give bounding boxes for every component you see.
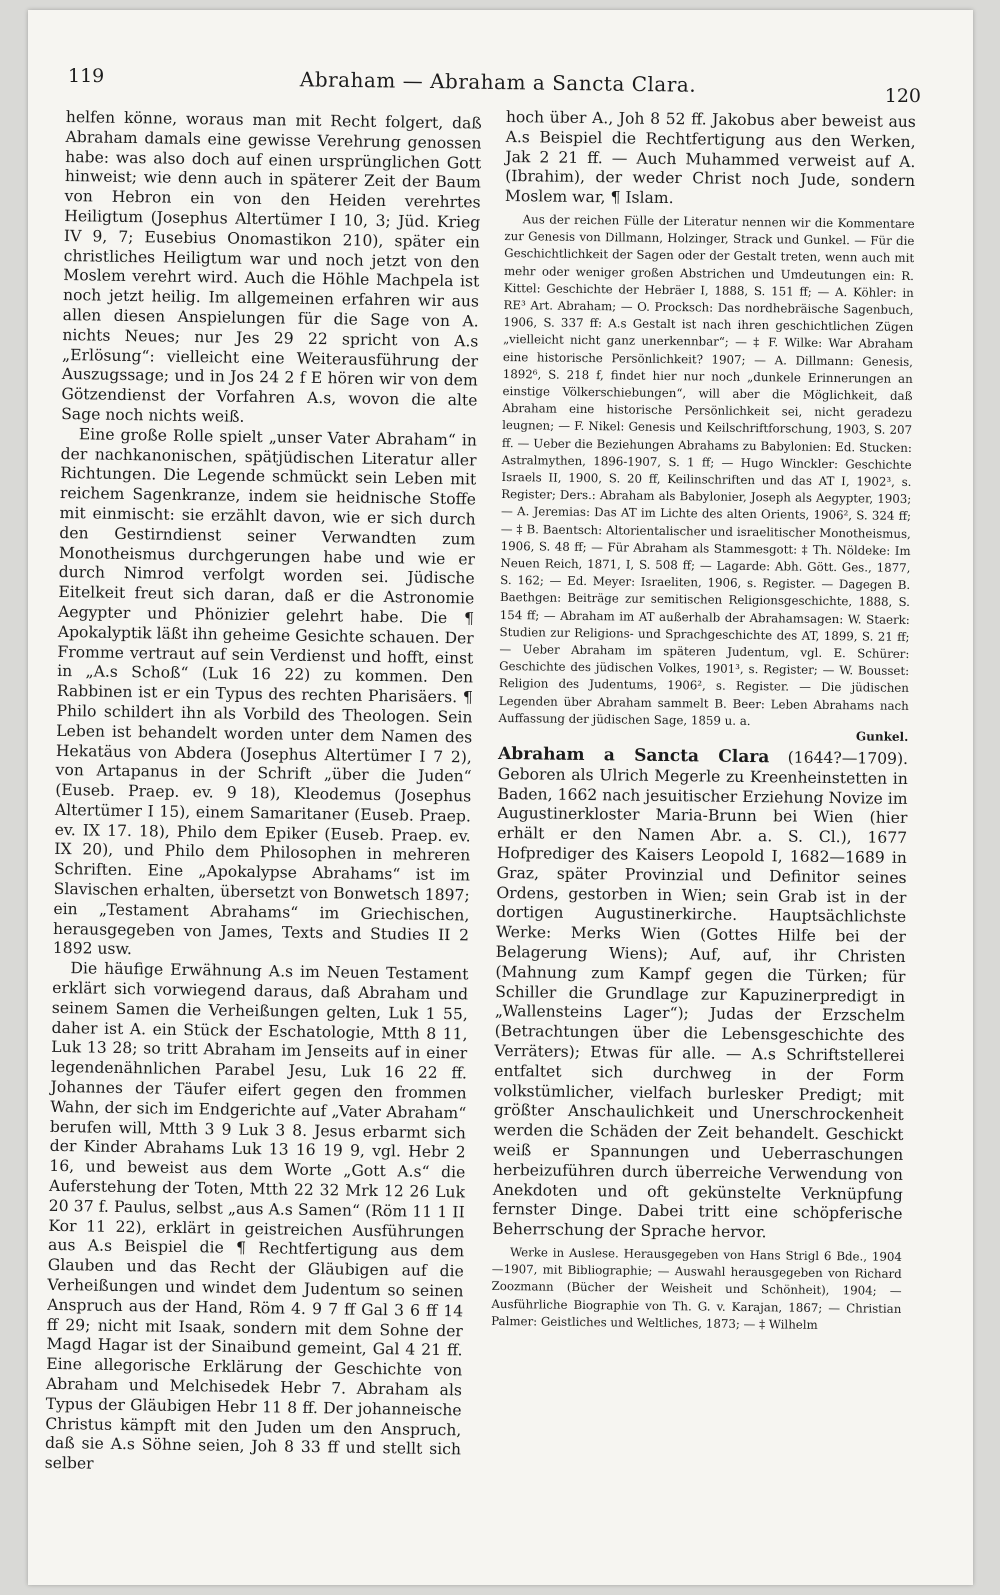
entry-body: (1644?—1709). Geboren als Ulrich Megerle zu Kreenheinstetten in Baden, 1662 nach jesuitischer Erziehung Novize im Augustinerkloster Maria-Brunn bei Wien (hier erhält er den Namen Abr. a. S. Cl.), 1677 Hofprediger des Kaisers Leopold I, 1682—1689 in Graz, später Provinzial und Definitor seines Ordens, gestorben in Wien; sein Grab ist in der dortigen Augustinerkirche. Hauptsächlichste Werke: Merks Wien (Gottes Hilfe bei der Belagerung Wiens); Auf, auf, ihr Christen (Mahnung zum Kampf gegen die Türken; für Schiller die Grundlage zur Kapuzinerpredigt in „Wallensteins Lager“); Judas der Erzschelm (Betrachtungen über die Lebensgeschichte des Verräters); Etwas für alle. — A.s Schriftstellerei entfaltet sich durchweg in der Form volkstümlicher, vielfach burlesker Predigt; mit größter Anschaulichkeit und Unerschrockenheit werden die Schäden der Zeit behandelt. Geschickt weiß er Spannungen und Ueberraschungen herbeizuführen durch überreiche Verwendung von Anekdoten und oft gekünstelte Verknüpfung fernster Dinge. Dabei tritt eine schöpferische Beherrschung der Sprache hervor. [492, 748, 909, 1242]
literature-block: Aus der reichen Fülle der Literatur nennen wir die Kommentare zur Genesis von Dillmann, Holzinger, Strack und Gunkel. — Für die Geschichtlichkeit der Sagen oder der Gestalt treten, wenn auch mit mehr oder weniger großen Abstrichen und Umdeutungen ein: R. Kittel: Geschichte der Hebräer I, 1888, S. 151 ff; — A. Köhler: in RE³ Art. Abraham; — O. Procksch: Das nordhebräische Sagenbuch, 1906, S. 337 ff: A.s Gestalt ist nach ihren geschichtlichen Zügen „vielleicht nicht ganz unerkennbar“; — ‡ F. Wilke: War Abraham eine historische Persönlichkeit? 1907; — A. Dillmann: Genesis, 1892⁶, S. 218 f, findet hier nur noch „dunkele Erinnerungen an einstige Völkerschiebungen“, will aber die Möglichkeit, daß Abraham eine historische Persönlichkeit sei, nicht geradezu leugnen; — F. Nikel: Genesis und Keilschriftforschung, 1903, S. 207 ff. — Ueber die Beziehungen Abrahams zu Babylonien: Ed. Stucken: Astralmythen, 1896-1907, S. 1 ff; — Hugo Winckler: Geschichte Israels II, 1900, S. 20 ff, Keilinschriften und das AT I, 1902³, s. Register; Ders.: Abraham als Babylonier, Joseph als Aegypter, 1903; — A. Jeremias: Das AT im Lichte des alten Orients, 1906², S. 324 ff; — ‡ B. Baentsch: Altorientalischer und israelitischer Monotheismus, 1906, S. 48 ff; — Für Abraham als Stammesgott: ‡ Th. Nöldeke: Im Neuen Reich, 1871, I, S. 508 ff; — Lagarde: Abh. Gött. Ges., 1877, S. 162; — Ed. Meyer: Israeliten, 1906, s. Register. — Dagegen B. Baethgen: Beiträge zur semitischen Religionsgeschichte, 1888, S. 154 ff; — Abraham im AT außerhalb der Abrahamsagen: W. Staerk: Studien zur Religions- und Sprachgeschichte des AT, 1899, S. 21 ff; — Ueber Abraham im späteren Judentum, vgl. E. Schürer: Geschichte des jüdischen Volkes, 1901³, s. Register; — W. Bousset: Religion des Judentums, 1906², s. Register. — Die jüdischen Legenden über Abraham sammelt B. Beer: Leben Abrahams nach Auffassung der jüdischen Sage, 1859 u. a. [498, 212, 915, 728]
paragraph: Die häufige Erwähnung A.s im Neuen Testament erklärt sich vorwiegend daraus, daß Abraham und seinem Samen die Verheißungen gelten, Luk 1 55, daher ist A. ein Stück der Eschatologie, Mtth 8 11, Luk 13 28; so tritt Abraham im Jenseits auf in einer legendenähnlichen Parabel Jesu, Luk 16 22 ff. Johannes der Täufer eifert gegen den frommen Wahn, der sich im Endgerichte auf „Vater Abraham“ berufen will, Mtth 3 9 Luk 3 8. Jesus erbarmt sich der Kinder Abrahams Luk 13 16 19 9, vgl. Hebr 2 16, und beweist aus dem Worte „Gott A.s“ die Auferstehung der Toten, Mtth 22 32 Mrk 12 26 Luk 20 37 f. Paulus, selbst „aus A.s Samen“ (Röm 11 1 II Kor 11 22), erklärt in geistreichen Ausführungen aus A.s Beispiel die ¶ Rechtfertigung aus dem Glauben und das Recht der Gläubigen auf die Verheißungen und windet dem Judentum so seinen Anspruch aus der Hand, Röm 4. 9 7 ff Gal 3 6 ff 14 ff 29; nicht mit Isaak, sondern mit dem Sohne der Magd Hagar ist der Sinaibund gemeint, Gal 4 21 ff. Eine allegorische Erklärung der Geschichte von Abraham und Melchisedek Hebr 7. Abraham als Typus der Gläubigen Hebr 11 8 ff. Der johanneische Christus kämpft mit den Juden um den Anspruch, daß sie A.s Söhne seien, Joh 8 33 ff und stellt sich selber [44, 959, 469, 1473]
page-header [28, 10, 973, 110]
paragraph: hoch über A., Joh 8 52 ff. Jakobus aber beweist aus A.s Beispiel die Rechtfertigung aus den Werken, Jak 2 21 ff. — Auch Muhammed verweist auf A. (Ibrahim), der weder Christ noch Jude, sondern Moslem war, ¶ Islam. [504, 108, 916, 208]
author-signature: Gunkel. [855, 729, 909, 745]
works-block: Werke in Auslese. Herausgegeben von Hans Strigl 6 Bde., 1904—1907, mit Bibliographie; — Auswahl herausgegeben von Richard Zoozmann (Bücher der Weisheit und Schönheit), 1904; — Ausführliche Biographie von Th. G. v. Karajan, 1867; — Christian Palmer: Geistliches und Weltliches, 1873; — ‡ Wilhelm [491, 1245, 903, 1332]
left-column [45, 108, 482, 1480]
page-number-left: 119 [68, 65, 105, 87]
right-column [491, 108, 916, 1335]
encyclopedia-entry [492, 745, 908, 1245]
scanned-page [28, 10, 973, 1585]
paragraph: Eine große Rolle spielt „unser Vater Abraham“ in der nachkanonischen, spätjüdischen Literatur aller Richtungen. Die Legende schmückt sein Leben mit reichem Sagenkranze, indem sie heidnische Stoffe mit einmischt: sie erzählt davon, wie er sich durch den Gestirndienst seiner Verwandten zum Monotheismus durchgerungen habe und wie er durch Nimrod verfolgt worden sei. Jüdische Eitelkeit freut sich daran, daß er die Astronomie Aegypter und Phönizier gelehrt habe. Die ¶ Apokalyptik läßt ihn geheime Gesichte schauen. Der Fromme vertraut auf sein Verdienst und hofft, einst in „A.s Schoß“ (Luk 16 22) zu kommen. Den Rabbinen ist er ein Typus des rechten Pharisäers. ¶ Philo schildert ihn als Vorbild des Theologen. Sein Leben ist behandelt worden unter dem Namen des Hekatäus von Abdera (Josephus Altertümer I 7 2), von Artapanus in der Schrift „über die Juden“ (Euseb. Praep. ev. 9 18), Kleodemus (Josephus Altertümer I 15), einem Samaritaner (Euseb. Praep. ev. IX 17. 18), Philo dem Epiker (Euseb. Praep. ev. IX 20), und Philo dem Philosophen in mehreren Schriften. Eine „Apokalypse Abrahams“ ist im Slavischen erhalten, übersetzt von Bonwetsch 1897; ein „Testament Abrahams“ im Griechischen, herausgegeben von James, Texts and Studies II 2 1892 usw. [52, 424, 477, 959]
page-number-right: 120 [884, 85, 921, 107]
running-title: Abraham — Abraham a Sancta Clara. [299, 67, 697, 97]
entry-heading: Abraham a Sancta Clara [497, 744, 770, 768]
paragraph: helfen könne, woraus man mit Recht folgert, daß Abraham damals eine gewisse Verehrung genossen habe: was also doch auf einen ursprünglichen Gott hinweist; wie denn auch in späterer Zeit der Baum von Hebron ein von den Heiden verehrtes Heiligtum (Josephus Altertümer I 10, 3; Jüd. Krieg IV 9, 7; Eusebius Onomastikon 210), später ein christliches Heiligtum war und noch jetzt von den Moslem verehrt wird. Auch die Höhle Machpela ist noch jetzt heilig. Im allgemeinen erfahren wir aus allen diesen Anspielungen für die Sage von A. nichts Neues; nur Jes 29 22 spricht von A.s „Erlösung“: vielleicht eine Weiterausführung der Auszugssage; und in Jos 24 2 f E hören wir von dem Götzendienst der Vorfahren A.s, wovon die alte Sage noch nichts weiß. [61, 108, 482, 426]
